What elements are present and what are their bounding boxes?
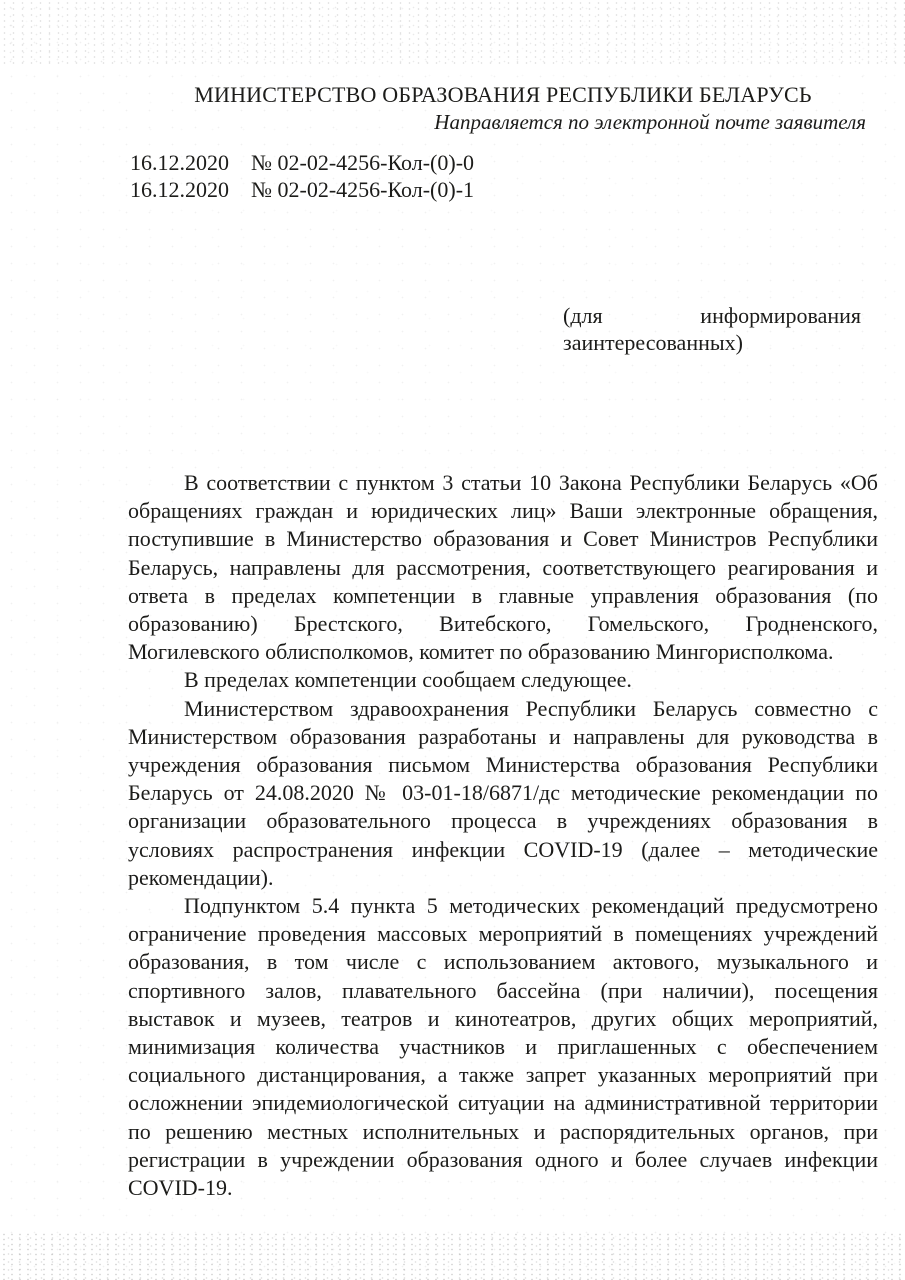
ministry-title: МИНИСТЕРСТВО ОБРАЗОВАНИЯ РЕСПУБЛИКИ БЕЛАРУСЬ — [194, 82, 812, 107]
delivery-note: Направляется по электронной почте заявителя — [434, 110, 866, 134]
registration-lines — [130, 149, 474, 203]
registration-number: № 02-02-4256-Кол-(0)-0 — [251, 150, 475, 175]
body-paragraph: Министерством здравоохранения Республики Беларусь совместно с Министерством образования разработаны и направлены для руководства в учреждения образования письмом Министерства образования Республики Беларусь от 24.08.2020 № 03-01-18/6871/дс методические рекомендации по организации образовательного процесса в учреждениях образования в условиях распространения инфекции COVID-19 (далее – методические рекомендации). — [128, 695, 878, 890]
registration-date: 16.12.2020 — [130, 177, 229, 202]
registration-number: № 02-02-4256-Кол-(0)-1 — [251, 177, 475, 202]
registration-date: 16.12.2020 — [130, 150, 229, 175]
recipient-note: (для информирования заинтересованных) — [563, 303, 861, 355]
body-paragraph: Подпунктом 5.4 пункта 5 методических рекомендаций предусмотрено ограничение проведения массовых мероприятий в помещениях учреждений образования, в том числе с использованием актового, музыкального и спортивного залов, плавательного бассейна (при наличии), посещения выставок и музеев, театров и кинотеатров, других общих мероприятий, минимизация количества участников и приглашенных с обеспечением социального дистанцирования, а также запрет указанных мероприятий при осложнении эпидемиологической ситуации на административной территории по решению местных исполнительных и распорядительных органов, при регистрации в учреждении образования одного и более случаев инфекции COVID-19. — [128, 893, 878, 1201]
registration-line — [130, 176, 474, 203]
scan-noise-bottom — [0, 1232, 905, 1280]
letter-body — [128, 469, 878, 1202]
scan-noise-top — [0, 0, 905, 64]
body-paragraph: В соответствии с пунктом 3 статьи 10 Закона Республики Беларусь «Об обращениях граждан и юридических лиц» Ваши электронные обращения, поступившие в Министерство образования и Совет Министров Республики Беларусь, направлены для рассмотрения, соответствующего реагирования и ответа в пределах компетенции в главные управления образования (по образованию) Брестского, Витебского, Гомельского, Гродненского, Могилевского облисполкомов, комитет по образованию Мингорисполкома. — [128, 470, 878, 665]
registration-line — [130, 149, 474, 176]
body-paragraph: В пределах компетенции сообщаем следующее. — [184, 667, 632, 693]
